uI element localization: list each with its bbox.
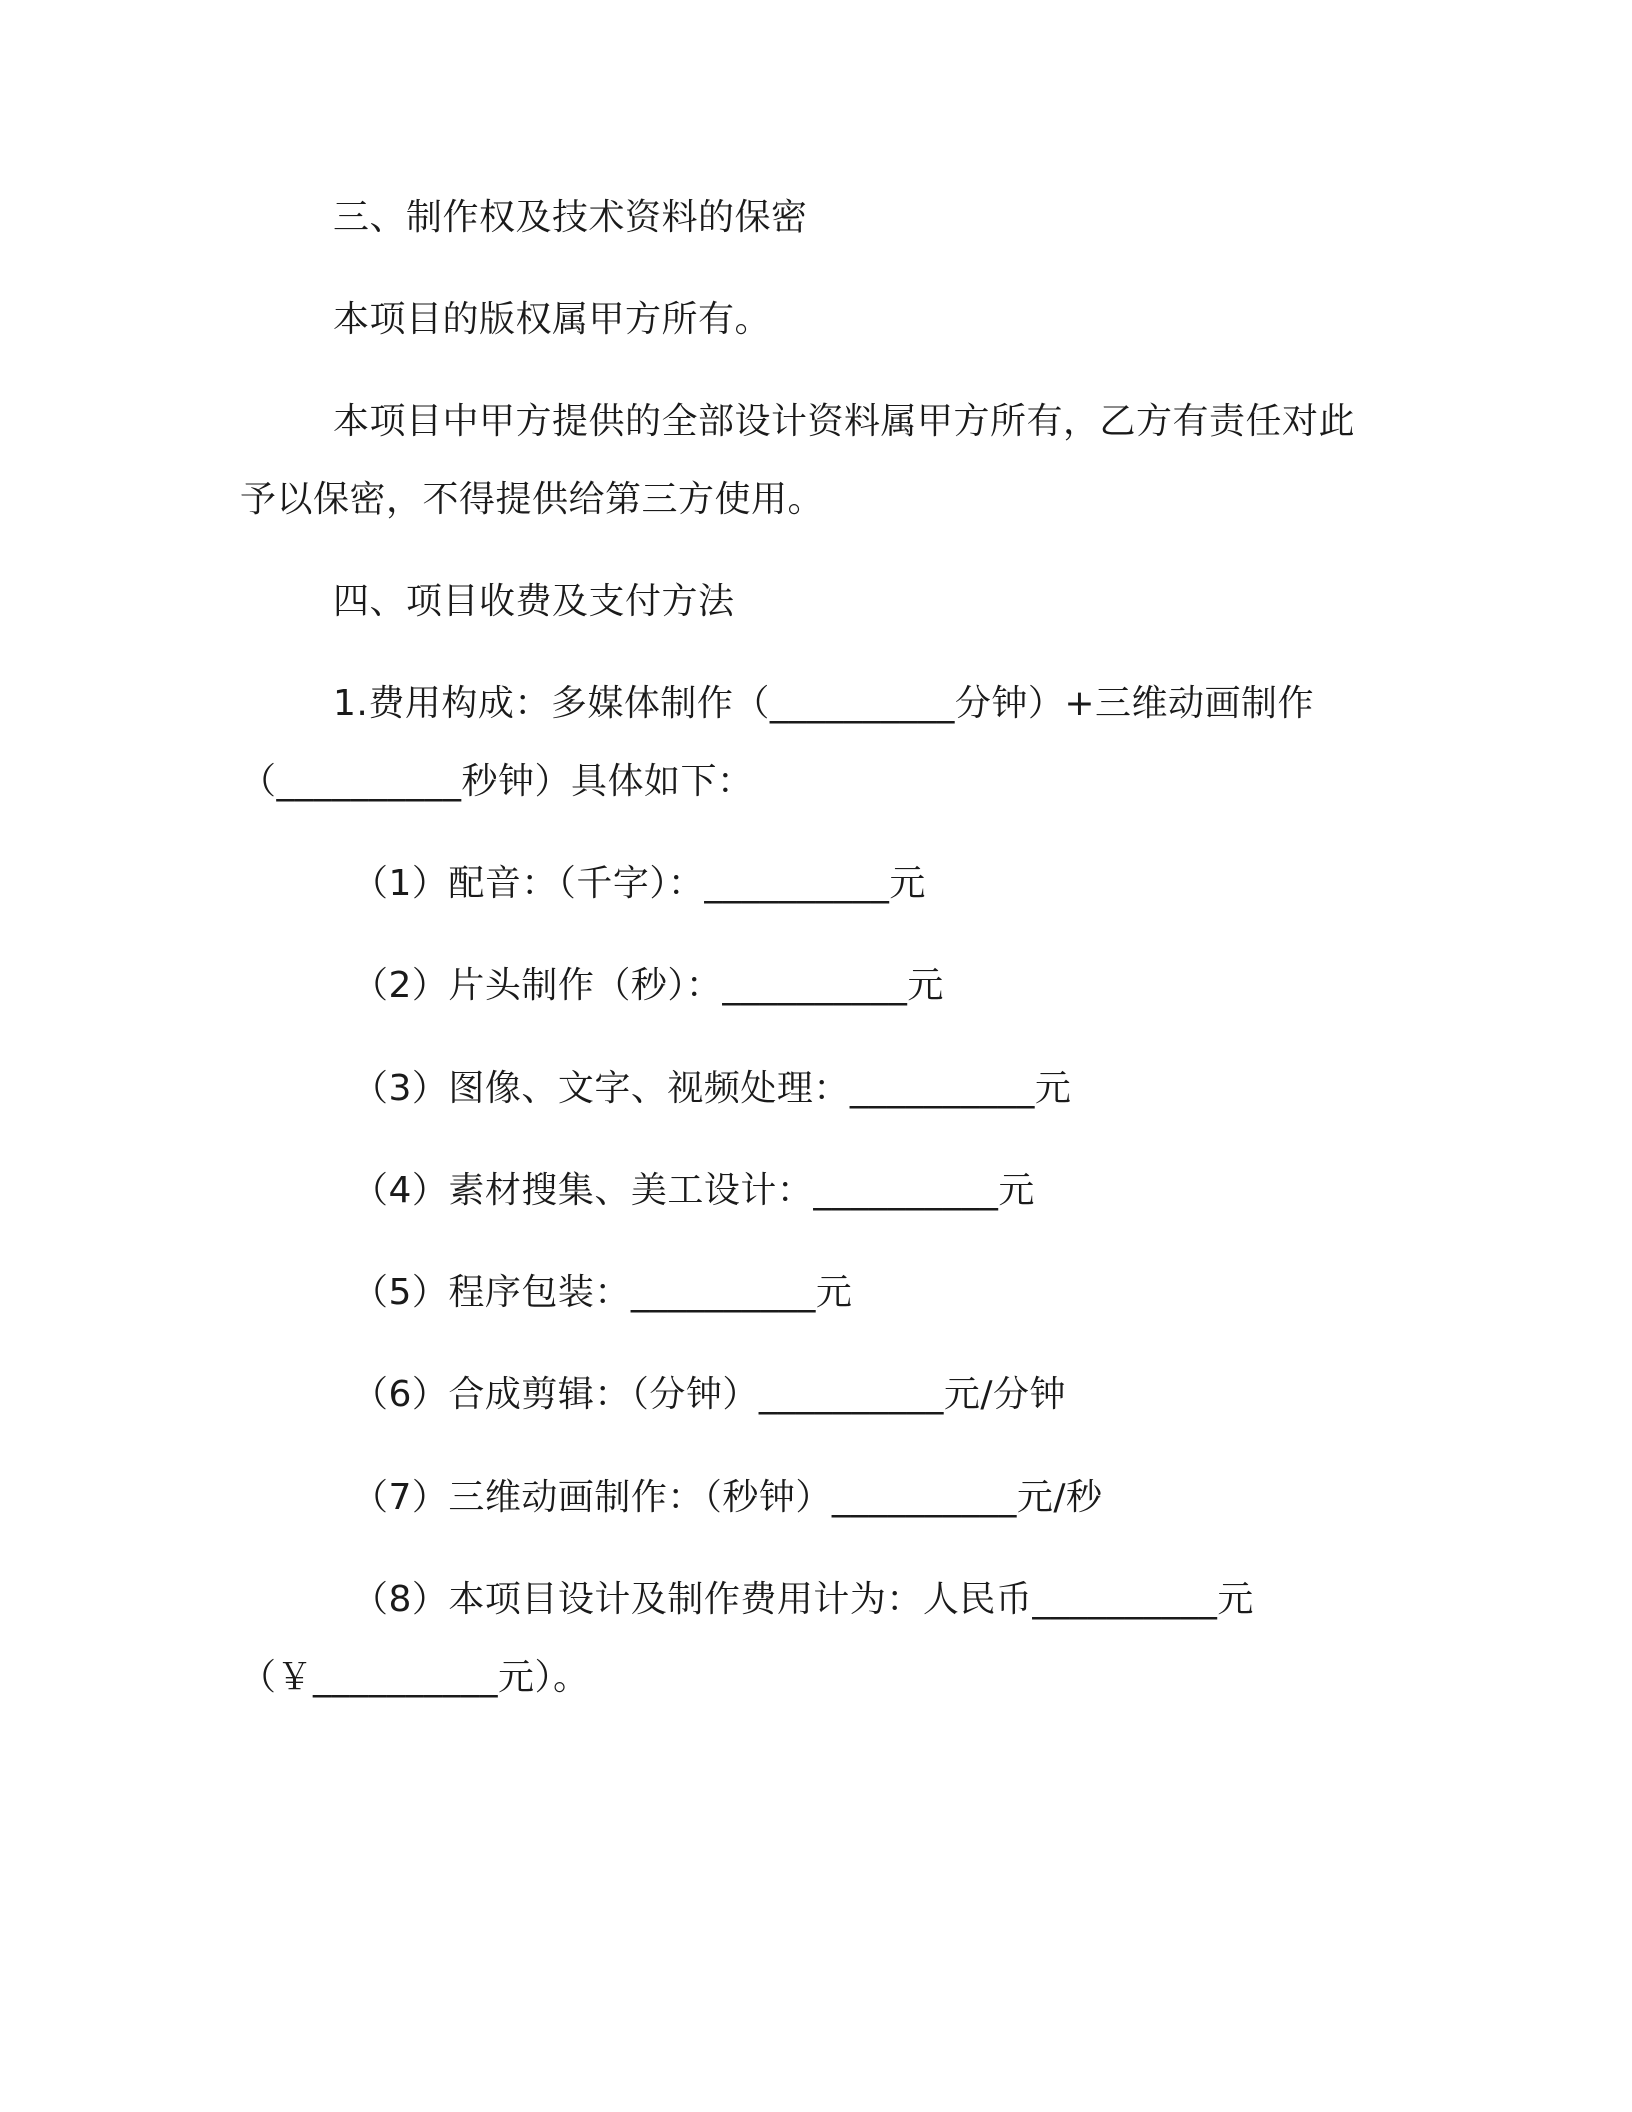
section-3-heading: 三、制作权及技术资料的保密 <box>333 197 808 238</box>
cost-item-dubbing: （1）配音：（千字）：__________元 <box>352 863 926 904</box>
confidentiality-paragraph-line-1: 本项目中甲方提供的全部设计资料属甲方所有，乙方有责任对此 <box>333 401 1356 442</box>
section-4-heading: 四、项目收费及支付方法 <box>333 581 735 622</box>
cost-item-3d-animation: （7）三维动画制作：（秒钟）__________元/秒 <box>352 1477 1103 1518</box>
cost-structure-line-2: （__________秒钟）具体如下： <box>240 761 754 802</box>
cost-item-total: （8）本项目设计及制作费用计为：人民币__________元 <box>352 1579 1254 1620</box>
cost-item-image-text-video: （3）图像、文字、视频处理：__________元 <box>352 1068 1072 1109</box>
copyright-paragraph: 本项目的版权属甲方所有。 <box>333 299 772 340</box>
cost-item-material-design: （4）素材搜集、美工设计：__________元 <box>352 1170 1035 1211</box>
cost-item-title-sequence: （2）片头制作（秒）：__________元 <box>352 965 944 1006</box>
cost-item-editing: （6）合成剪辑：（分钟）__________元/分钟 <box>352 1374 1067 1415</box>
cost-structure-line-1: 1.费用构成：多媒体制作（__________分钟）+三维动画制作 <box>333 683 1315 724</box>
confidentiality-paragraph-line-2: 予以保密，不得提供给第三方使用。 <box>240 479 825 520</box>
cost-item-packaging: （5）程序包装：__________元 <box>352 1272 853 1313</box>
cost-total-amount-line: （￥__________元）。 <box>240 1657 590 1698</box>
